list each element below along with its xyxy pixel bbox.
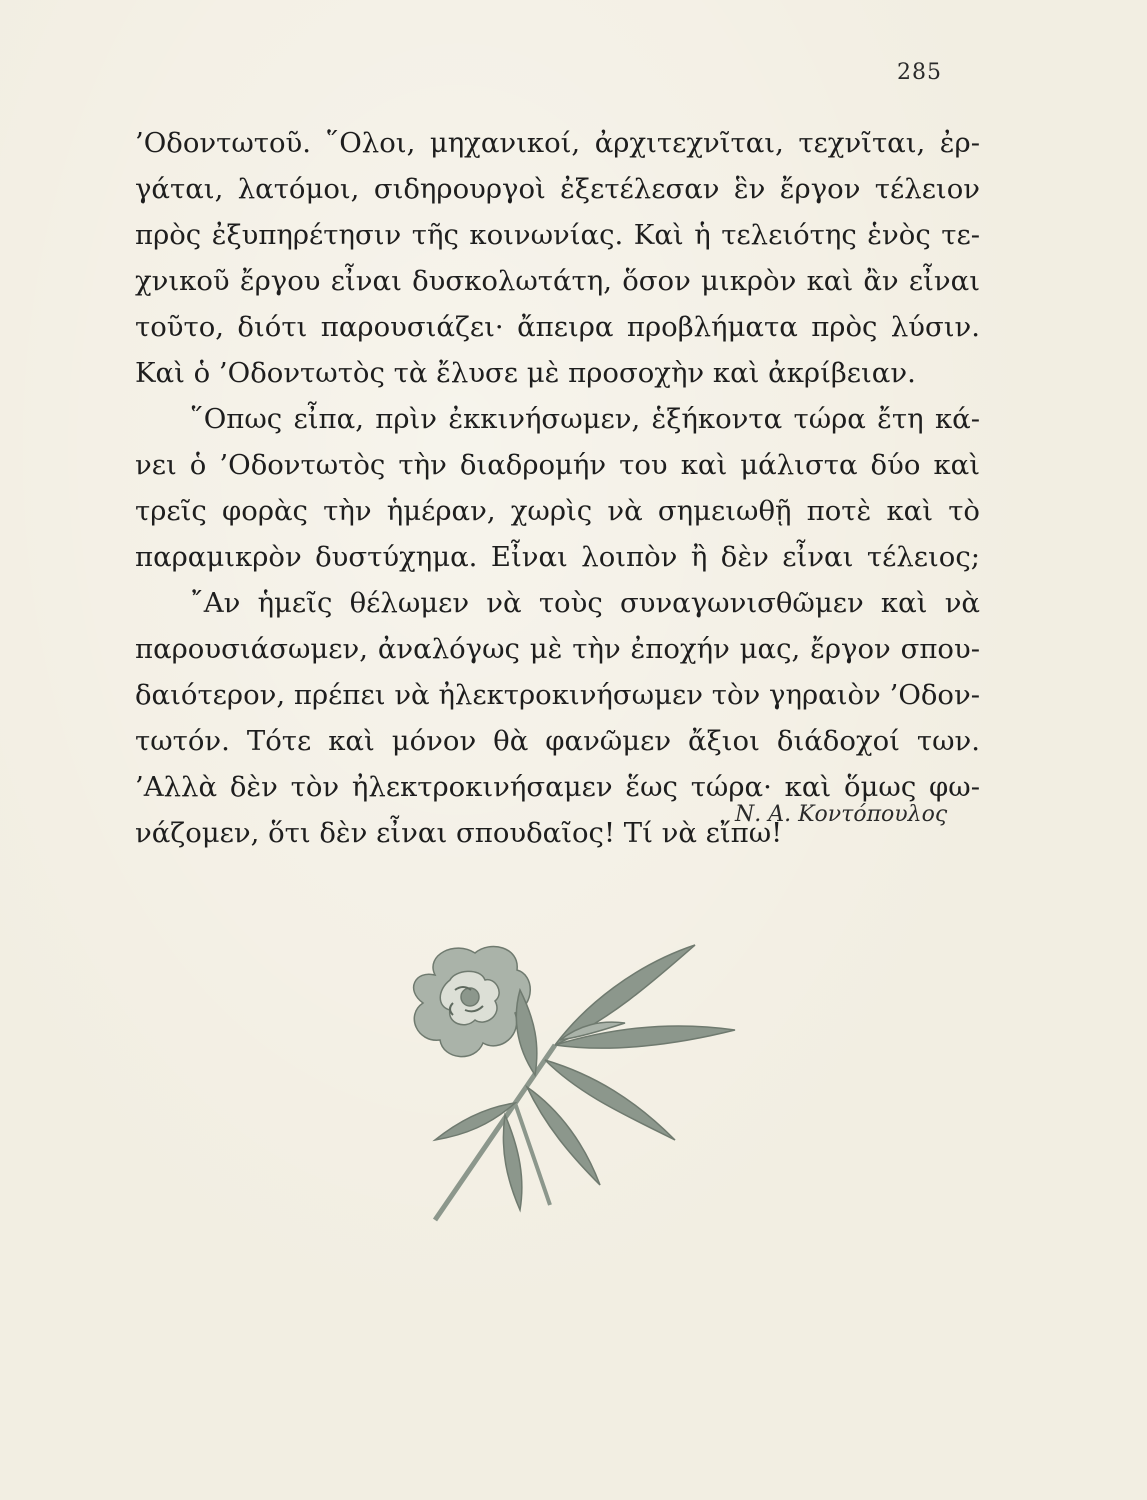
author-signature: Ν. Α. Κοντόπουλος bbox=[735, 802, 948, 827]
paragraph-start-line: ῎Αν ἡμεῖς θέλωμεν νὰ τοὺς συναγωνισθῶμεν καὶ νὰ bbox=[190, 587, 980, 619]
text-line: χνικοῦ ἔργου εἶναι δυσκολωτάτη, ὅσον μικρὸν καὶ ἂν εἶναι bbox=[135, 265, 980, 297]
text-line: δαιότερον, πρέπει νὰ ἠλεκτροκινήσωμεν τὸν γηραιὸν ’Οδον- bbox=[135, 679, 980, 711]
text-line: γάται, λατόμοι, σιδηρουργοὶ ἐξετέλεσαν ἓν ἔργον τέλειον bbox=[135, 173, 980, 205]
text-line: ’Αλλὰ δὲν τὸν ἠλεκτροκινήσαμεν ἕως τώρα· καὶ ὅμως φω- bbox=[135, 771, 980, 803]
text-line: Καὶ ὁ ’Οδοντωτὸς τὰ ἔλυσε μὲ προσοχὴν καὶ ἀκρίβειαν. bbox=[135, 357, 916, 389]
text-line: νάζομεν, ὅτι δὲν εἶναι σπουδαῖος! Τί νὰ εἴπω! bbox=[135, 817, 783, 849]
text-line: τωτόν. Τότε καὶ μόνον θὰ φανῶμεν ἄξιοι διάδοχοί των. bbox=[135, 725, 980, 757]
flower-ornament-icon bbox=[395, 935, 775, 1225]
text-line: πρὸς ἐξυπηρέτησιν τῆς κοινωνίας. Καὶ ἡ τελειότης ἑνὸς τε- bbox=[135, 219, 980, 251]
body-text bbox=[135, 120, 980, 856]
text-line: παραμικρὸν δυστύχημα. Εἶναι λοιπὸν ἢ δὲν εἶναι τέλειος; bbox=[135, 541, 980, 573]
text-line: ’Οδοντωτοῦ. ῞Ολοι, μηχανικοί, ἀρχιτεχνῖται, τεχνῖται, ἐρ- bbox=[135, 127, 980, 159]
text-line: παρουσιάσωμεν, ἀναλόγως μὲ τὴν ἐποχήν μας, ἔργον σπου- bbox=[135, 633, 980, 665]
text-line: νει ὁ ’Οδοντωτὸς τὴν διαδρομήν του καὶ μάλιστα δύο καὶ bbox=[135, 449, 980, 481]
text-line: τοῦτο, διότι παρουσιάζει· ἄπειρα προβλήματα πρὸς λύσιν. bbox=[135, 311, 980, 343]
text-line: τρεῖς φορὰς τὴν ἡμέραν, χωρὶς νὰ σημειωθῇ ποτὲ καὶ τὸ bbox=[135, 495, 980, 527]
paragraph-start-line: ῞Οπως εἶπα, πρὶν ἐκκινήσωμεν, ἑξήκοντα τώρα ἔτη κά- bbox=[190, 403, 980, 435]
page-number: 285 bbox=[897, 60, 942, 85]
